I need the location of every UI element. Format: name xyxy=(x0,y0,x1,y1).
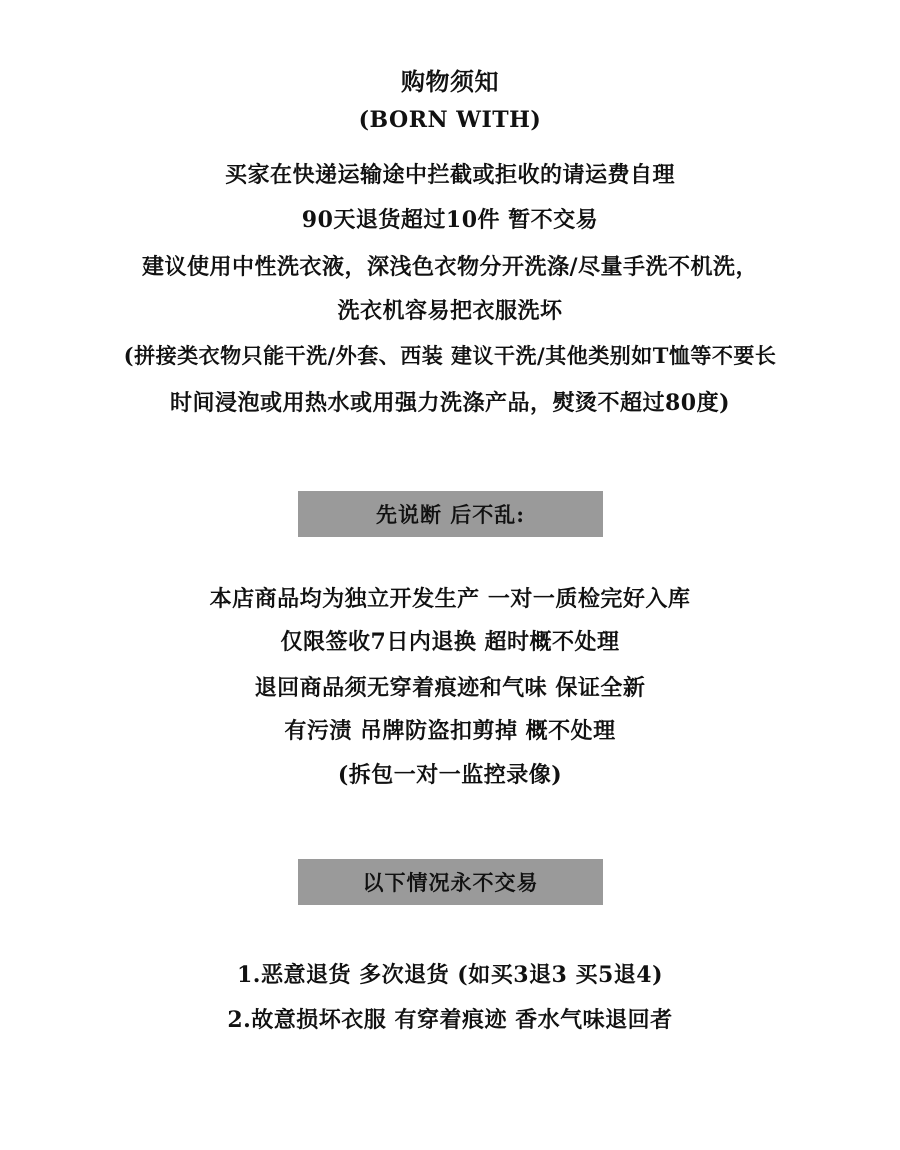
section-heading-rules: 先说断 后不乱: xyxy=(298,491,603,537)
section-heading-no-trade: 以下情况永不交易 xyxy=(298,859,603,905)
intro-line: 买家在快递运输途中拦截或拒收的请运费自理 xyxy=(224,162,675,188)
rule-line: 退回商品须无穿着痕迹和气味 保证全新 xyxy=(254,675,646,701)
page-title: 购物须知 xyxy=(401,67,499,96)
brand-subtitle: (BORN WITH) xyxy=(358,107,542,133)
intro-line: 建议使用中性洗衣液，深浅色衣物分开洗涤/尽量手洗不机洗， xyxy=(141,254,759,280)
intro-line: 90天退货超过10件 暂不交易 xyxy=(301,207,599,233)
rule-line: 仅限签收7日内退换 超时概不处理 xyxy=(280,629,620,655)
no-trade-line: 2.故意损坏衣服 有穿着痕迹 香水气味退回者 xyxy=(227,1007,673,1033)
rule-line: 本店商品均为独立开发生产 一对一质检完好入库 xyxy=(209,586,691,612)
rule-line: (拆包一对一监控录像) xyxy=(337,762,563,788)
intro-line: 时间浸泡或用热水或用强力洗涤产品，熨烫不超过80度) xyxy=(169,390,731,416)
intro-line: 洗衣机容易把衣服洗坏 xyxy=(337,298,563,324)
no-trade-line: 1.恶意退货 多次退货 (如买3退3 买5退4) xyxy=(237,962,663,988)
intro-line: (拼接类衣物只能干洗/外套、西装 建议干洗/其他类别如T恤等不要长 xyxy=(123,343,777,368)
rule-line: 有污渍 吊牌防盗扣剪掉 概不处理 xyxy=(284,718,616,744)
